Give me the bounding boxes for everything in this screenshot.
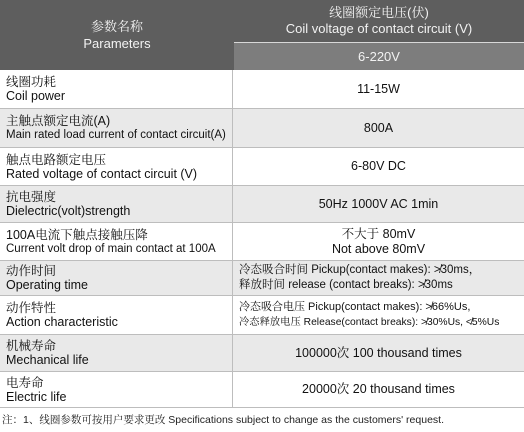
row-label-cn: 抗电强度 bbox=[6, 190, 57, 204]
row-label-en: Electric life bbox=[6, 389, 67, 404]
row-value: 20000次 20 thousand times bbox=[302, 382, 455, 396]
coil-voltage-header bbox=[234, 0, 524, 70]
row-label-cn: 触点电路额定电压 bbox=[6, 152, 107, 167]
parameters-header-en: Parameters bbox=[83, 36, 151, 51]
row-value-secondary: 释放时间 release (contact breaks): ≯30ms bbox=[239, 279, 453, 291]
table-row bbox=[0, 261, 524, 296]
table-row bbox=[0, 335, 524, 372]
row-value: 冷态吸合电压 Pickup(contact makes): ≯66%Us, bbox=[239, 301, 471, 313]
row-label-cn: 机械寿命 bbox=[6, 339, 57, 353]
row-label-cn: 线圈功耗 bbox=[6, 75, 57, 89]
table-row bbox=[0, 148, 524, 186]
row-value: 50Hz 1000V AC 1min bbox=[318, 196, 439, 211]
row-value: 800A bbox=[363, 120, 394, 135]
row-label-en: Current volt drop of main contact at 100A bbox=[6, 242, 216, 255]
table-header bbox=[0, 0, 524, 70]
table-row bbox=[0, 223, 524, 261]
row-label-en: Coil power bbox=[6, 89, 66, 103]
row-label-en: Operating time bbox=[6, 278, 88, 292]
row-label-en: Dielectric(volt)strength bbox=[6, 204, 131, 218]
row-label-cn: 动作时间 bbox=[6, 264, 57, 278]
coil-voltage-header-cn: 线圈额定电压(伏) bbox=[329, 5, 429, 20]
parameters-header bbox=[0, 0, 234, 70]
row-label-en: Mechanical life bbox=[6, 353, 89, 367]
table-row bbox=[0, 70, 524, 109]
table-row bbox=[0, 372, 524, 408]
row-value-secondary: Not above 80mV bbox=[331, 241, 426, 256]
row-label-cn: 动作特性 bbox=[6, 301, 57, 315]
row-label-en: Action characteristic bbox=[6, 315, 118, 329]
parameters-header-cn: 参数名称 bbox=[90, 19, 143, 34]
table-row bbox=[0, 109, 524, 148]
table-row bbox=[0, 186, 524, 223]
row-value: 11-15W bbox=[357, 81, 400, 96]
row-label-cn: 电寿命 bbox=[6, 375, 44, 390]
row-value: 不大于 80mV bbox=[341, 226, 416, 241]
coil-voltage-header-en: Coil voltage of contact circuit (V) bbox=[285, 21, 473, 36]
footnote: 注：1、线圈参数可按用户要求更改 Specifications subject to change as the customers' request. bbox=[2, 414, 444, 426]
row-label-cn: 100A电流下触点接触压降 bbox=[6, 227, 148, 242]
row-value: 6-80V DC bbox=[351, 159, 406, 173]
coil-voltage-range: 6-220V bbox=[234, 43, 524, 70]
row-value: 冷态吸合时间 Pickup(contact makes): ≯30ms， bbox=[239, 264, 481, 276]
table-row bbox=[0, 296, 524, 335]
row-label-cn: 主触点额定电流(A) bbox=[6, 114, 111, 128]
row-label-en: Rated voltage of contact circuit (V) bbox=[6, 166, 198, 181]
row-value-secondary: 冷态释放电压 Release(contact breaks): ≯30%Us, ≮5%Us bbox=[239, 317, 500, 328]
row-value: 100000次 100 thousand times bbox=[295, 345, 462, 360]
row-label-en: Main rated load current of contact circuit(A) bbox=[6, 129, 226, 141]
